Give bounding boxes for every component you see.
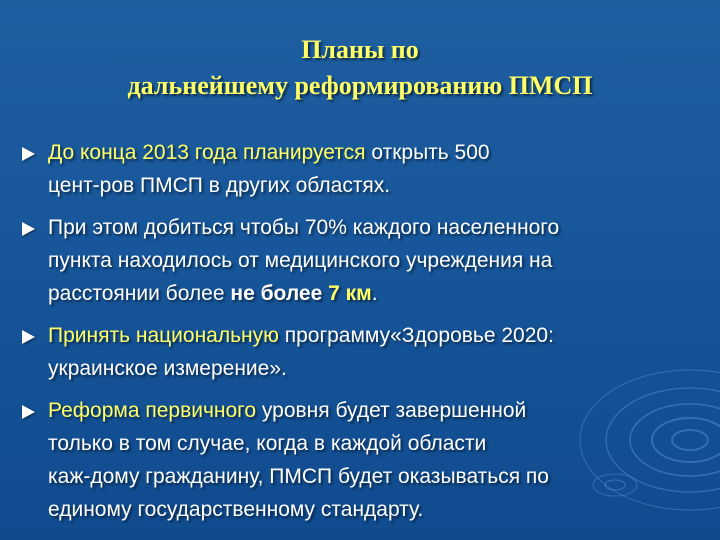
triangle-arrow-icon [22,405,35,419]
highlight-text: Принять национальную [48,324,279,347]
bullet-item [22,394,707,526]
body-text: расстоянии более [48,282,231,305]
bold-text: не более [230,282,329,305]
body-text: уровня будет завершенной [256,399,527,422]
body-text: открыть 500 [365,141,490,164]
bullet-line: украинское измерение». [48,357,287,380]
bullet-line: только в том случае, когда в каждой области [48,432,487,455]
highlight-text: Реформа первичного [48,399,257,422]
bullet-item [22,136,707,202]
bullet-line: цент-ров ПМСП в других областях. [48,174,391,197]
bullet-line: единому государственному стандарту. [48,498,424,521]
bullet-line: При этом добиться чтобы 70% каждого населенного [48,216,560,239]
bullet-line: каж-дому гражданину, ПМСП будет оказываться по [48,465,549,488]
bullet-item [22,211,707,310]
bullet-line [48,394,707,427]
triangle-arrow-icon [22,147,35,161]
bullet-list [22,136,707,535]
title-line-2: дальнейшему реформированию ПМСП [127,71,593,100]
page-title [0,32,720,104]
triangle-arrow-icon [22,222,35,236]
bullet-line [48,319,707,352]
highlight-text: До конца 2013 года планируется [48,141,366,164]
bullet-item [22,319,707,385]
body-text: программу«Здоровье 2020: [278,324,554,347]
bullet-line: пункта находилось от медицинского учреждения на [48,249,553,272]
body-text: . [371,282,378,305]
bullet-line [48,277,707,310]
bullet-line [48,136,707,169]
distance-value: 7 км [328,282,372,305]
title-line-1: Планы по [301,35,419,64]
triangle-arrow-icon [22,330,35,344]
